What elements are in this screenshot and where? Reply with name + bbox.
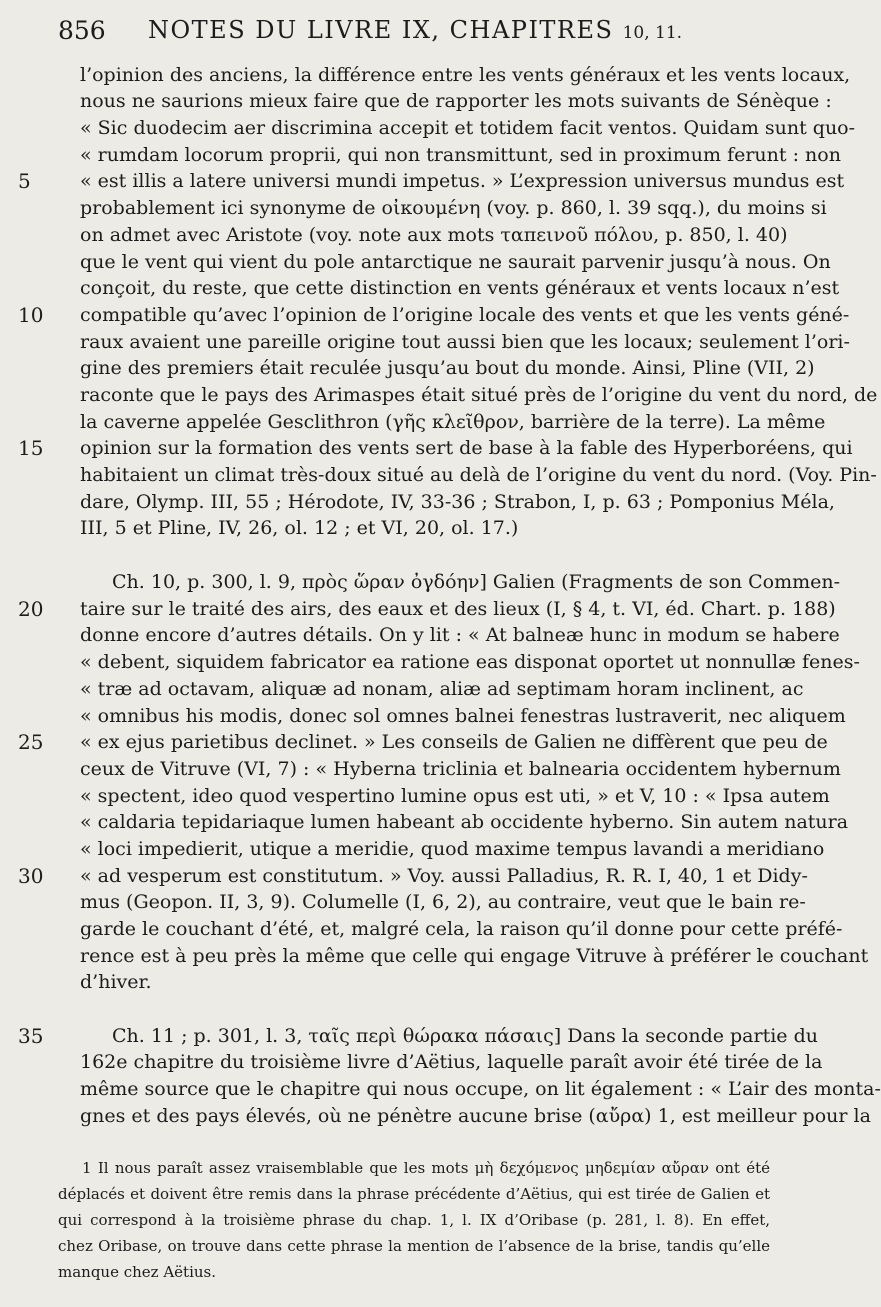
text-line: rence est à peu près la même que celle qui engage Vitruve à préférer le couchant: [80, 945, 869, 967]
footnote-line: qui correspond à la troisième phrase du chap. 1, l. IX d’Oribase (p. 281, l. 8). En effet,: [58, 1211, 770, 1229]
line-number: 35: [18, 1024, 44, 1048]
text-line: même source que le chapitre qui nous occupe, on lit également : « L’air des monta-: [80, 1078, 881, 1100]
text-line: « ad vesperum est constitutum. » Voy. aussi Palladius, R. R. I, 40, 1 et Didy-: [80, 865, 808, 887]
text-line: Ch. 11 ; p. 301, l. 3, ταῖς περὶ θώρακα πάσαις] Dans la seconde partie du: [112, 1025, 818, 1047]
text-line: opinion sur la formation des vents sert de base à la fable des Hyperboréens, qui: [80, 437, 853, 459]
running-head-chapters: 10, 11.: [622, 23, 683, 43]
text-line: dare, Olymp. III, 55 ; Hérodote, IV, 33-36 ; Strabon, I, p. 63 ; Pomponius Méla,: [80, 491, 835, 513]
text-line: compatible qu’avec l’opinion de l’origine locale des vents et que les vents géné-: [80, 304, 850, 326]
text-line: d’hiver.: [80, 971, 152, 993]
text-line: « debent, siquidem fabricator ea ratione eas disponat oportet ut nonnullæ fenes-: [80, 651, 860, 673]
text-line: raconte que le pays des Arimaspes était situé près de l’origine du vent du nord, de: [80, 384, 878, 406]
text-line: Ch. 10, p. 300, l. 9, πρὸς ὥραν ὀγδόην] Galien (Fragments de son Commen-: [112, 571, 841, 593]
line-number: 5: [18, 169, 31, 193]
footnote-line: 1 Il nous paraît assez vraisemblable que les mots μὴ δεχόμενος μηδεμίαν αὔραν ont été: [82, 1159, 770, 1177]
text-line: « est illis a latere universi mundi impetus. » L’expression universus mundus est: [80, 170, 845, 192]
text-line: « loci impedierit, utique a meridie, quod maxime tempus lavandi a meridiano: [80, 838, 825, 860]
line-number: 30: [18, 864, 44, 888]
text-line: « Sic duodecim aer discrimina accepit et totidem facit ventos. Quidam sunt quo-: [80, 117, 856, 139]
text-line: « omnibus his modis, donec sol omnes balnei fenestras lustraverit, nec aliquem: [80, 705, 846, 727]
footnote-line: déplacés et doivent être remis dans la phrase précédente d’Aëtius, qui est tirée de Galien et: [58, 1185, 770, 1203]
text-line: que le vent qui vient du pole antarctique ne saurait parvenir jusqu’à nous. On: [80, 251, 831, 273]
text-line: III, 5 et Pline, IV, 26, ol. 12 ; et VI, 20, ol. 17.): [80, 517, 519, 539]
text-line: gine des premiers était reculée jusqu’au bout du monde. Ainsi, Pline (VII, 2): [80, 357, 815, 379]
text-line: gnes et des pays élevés, où ne pénètre aucune brise (αὔρα) 1, est meilleur pour la: [80, 1105, 871, 1127]
running-head: [148, 16, 682, 44]
text-line: conçoit, du reste, que cette distinction en vents généraux et vents locaux n’est: [80, 277, 840, 299]
text-line: donne encore d’autres détails. On y lit : « At balneæ hunc in modum se habere: [80, 624, 840, 646]
line-number: 10: [18, 303, 44, 327]
text-line: taire sur le traité des airs, des eaux et des lieux (I, § 4, t. VI, éd. Chart. p. 188): [80, 598, 836, 620]
text-line: l’opinion des anciens, la différence entre les vents généraux et les vents locaux,: [80, 64, 851, 86]
text-line: probablement ici synonyme de οἰκουμένη (voy. p. 860, l. 39 sqq.), du moins si: [80, 197, 827, 219]
text-line: « ex ejus parietibus declinet. » Les conseils de Galien ne diffèrent que peu de: [80, 731, 828, 753]
text-line: on admet avec Aristote (voy. note aux mots ταπεινοῦ πόλου, p. 850, l. 40): [80, 224, 788, 246]
text-line: raux avaient une pareille origine tout aussi bien que les locaux; seulement l’ori-: [80, 331, 850, 353]
text-line: « rumdam locorum proprii, qui non transmittunt, sed in proximum ferunt : non: [80, 144, 841, 166]
text-line: la caverne appelée Gesclithron (γῆς κλεῖθρον, barrière de la terre). La même: [80, 411, 826, 433]
text-line: « træ ad octavam, aliquæ ad nonam, aliæ ad septimam horam inclinent, ac: [80, 678, 804, 700]
line-number: 20: [18, 597, 44, 621]
footnote-line: chez Oribase, on trouve dans cette phrase la mention de l’absence de la brise, tandis qu’elle: [58, 1237, 770, 1255]
page-number: 856: [58, 16, 106, 45]
text-line: « spectent, ideo quod vespertino lumine opus est uti, » et V, 10 : « Ipsa autem: [80, 785, 830, 807]
text-line: nous ne saurions mieux faire que de rapporter les mots suivants de Sénèque :: [80, 90, 832, 112]
text-line: mus (Geopon. II, 3, 9). Columelle (I, 6, 2), au contraire, veut que le bain re-: [80, 891, 806, 913]
line-number: 15: [18, 436, 44, 460]
text-line: 162e chapitre du troisième livre d’Aëtius, laquelle paraît avoir été tirée de la: [80, 1051, 823, 1073]
text-line: « caldaria tepidariaque lumen habeant ab occidente hyberno. Sin autem natura: [80, 811, 849, 833]
footnote-line: manque chez Aëtius.: [58, 1263, 217, 1281]
line-number: 25: [18, 730, 44, 754]
text-line: garde le couchant d’été, et, malgré cela, la raison qu’il donne pour cette préfé-: [80, 918, 843, 940]
text-line: ceux de Vitruve (VI, 7) : « Hyberna triclinia et balnearia occidentem hybernum: [80, 758, 841, 780]
running-head-title: NOTES DU LIVRE IX, CHAPITRES: [148, 16, 614, 44]
text-line: habitaient un climat très-doux situé au delà de l’origine du vent du nord. (Voy. Pin-: [80, 464, 877, 486]
page-header: [58, 16, 760, 50]
